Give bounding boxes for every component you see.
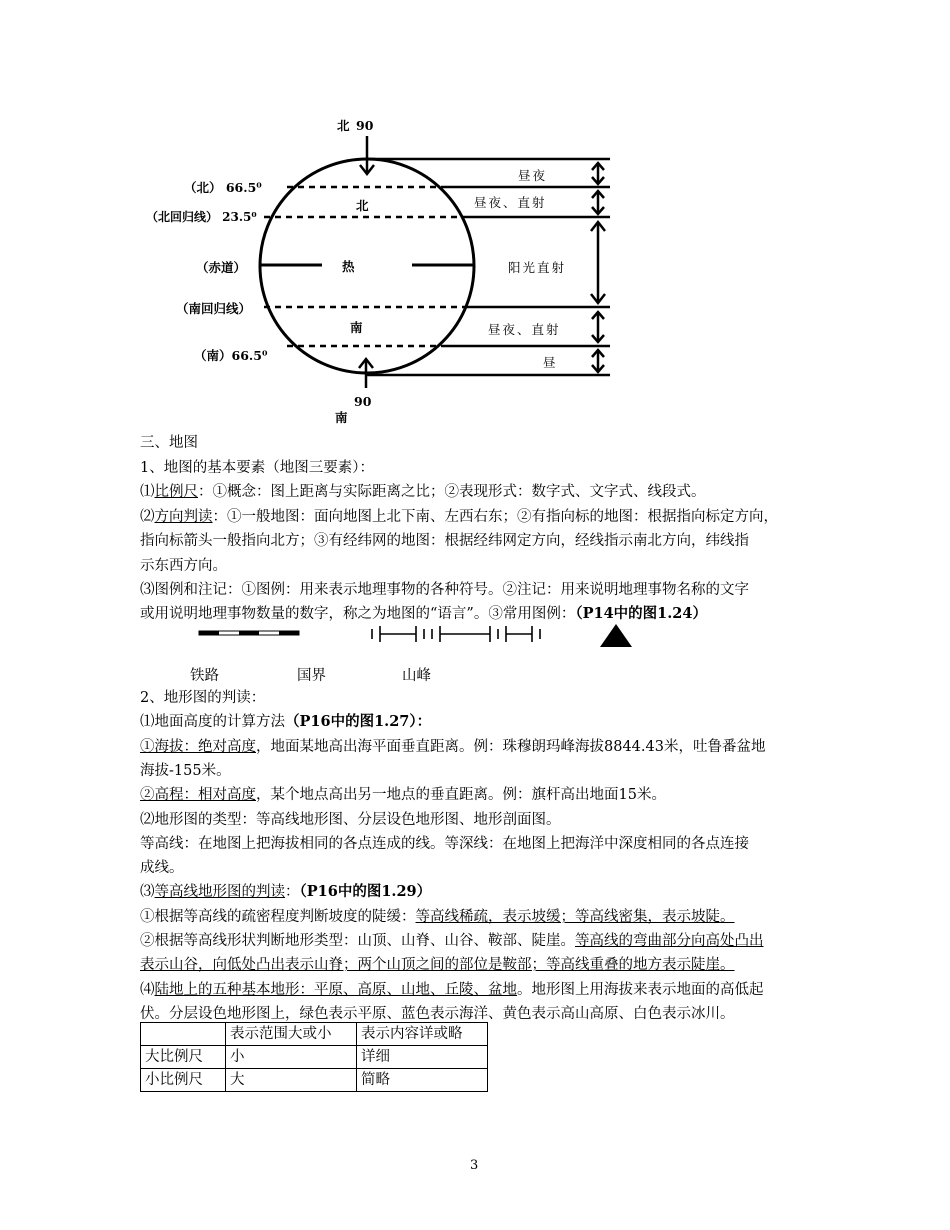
relative-paragraph: [140, 783, 820, 808]
shape-paragraph: [140, 929, 820, 954]
relative-term: ②高程：相对高度: [140, 787, 256, 803]
lat-tropic-capricorn-label: （南回归线）: [176, 301, 252, 316]
landform-prefix: ⑷: [140, 982, 155, 998]
contour-line2: 成线。: [140, 860, 184, 876]
landform-line2: 伏。分层设色地形图上，绿色表示平原、蓝色表示海洋、黄色表示高山高原、白色表示冰川。: [140, 1006, 735, 1022]
latitude-zone-diagram: [0, 0, 950, 430]
railway-symbol: [199, 631, 299, 635]
lat-north-polar-label: （北） 66.5⁰: [184, 180, 262, 195]
scale-text: ：①概念：图上距离与实际距离之比；②表现形式：数字式、文字式、线段式。: [198, 484, 706, 500]
shape-underlined-1: 等高线的弯曲部分向高处凸出: [575, 933, 764, 949]
zone-tropical-label: 热: [342, 259, 355, 274]
dir-prefix: ⑵: [140, 509, 155, 525]
altitude-text: ，地面某地高出海平面垂直距离。例：珠穆朗玛峰海拔8844.43米，吐鲁番盆地: [256, 739, 766, 755]
peak-symbol: [600, 624, 632, 647]
south-pole-value: 90: [354, 394, 372, 409]
item2-heading: 2、地形图的判读：: [140, 690, 266, 706]
page-number: 3: [470, 1158, 479, 1173]
table-header-cell: 表示范围大或小: [226, 1023, 357, 1046]
legend-line1: ⑶图例和注记：①图例：用来表示地理事物的各种符号。②注记：用来说明地理事物名称的文字: [140, 582, 749, 598]
double-arrow-1: [592, 163, 604, 184]
direction-line3: 示东西方向。: [140, 558, 227, 574]
landform-text: 。地形图上用海拔来表示地面的高低起: [517, 982, 764, 998]
landform-paragraph: [140, 978, 820, 1003]
legend-railway-label: 铁路: [190, 668, 219, 684]
table-header-row: [141, 1023, 488, 1046]
north-pole-label: 北: [337, 118, 350, 133]
zone-north-label: 北: [356, 198, 369, 213]
right-label-1: 昼夜: [518, 168, 548, 183]
slope-text: ①根据等高线的疏密程度判断坡度的陡缓：: [140, 909, 416, 925]
table-cell: 详细: [357, 1046, 488, 1069]
altitude-term: ①海拔：绝对高度: [140, 739, 256, 755]
map-types-line: ⑵地形图的类型：等高线地形图、分层设色地形图、地形剖面图。: [140, 812, 561, 828]
zone-south-label: 南: [350, 320, 363, 335]
double-arrow-5: [592, 350, 604, 372]
table-header-cell: 表示内容详或略: [357, 1023, 488, 1046]
north-pole-value: 90: [356, 118, 374, 133]
direction-line2: 指向标箭头一般指向北方；③有经纬网的地图：根据经纬网定方向，经线指示南北方向，纬线指: [140, 533, 749, 549]
height-title: ⑴地面高度的计算方法: [140, 714, 285, 730]
table-row: [141, 1046, 488, 1069]
altitude-paragraph: [140, 735, 820, 760]
double-arrow-3: [591, 222, 605, 303]
legend-peak-label: 山峰: [402, 668, 431, 684]
scale-term: 比例尺: [154, 484, 198, 500]
read-colon: ：: [285, 884, 300, 900]
read-ref: （P16中的图1.29）: [299, 883, 432, 900]
shape-text: ②根据等高线形状判断地形类型：山顶、山脊、山谷、鞍部、陡崖。: [140, 933, 575, 949]
table-cell: 小: [226, 1046, 357, 1069]
legend-ref: （P14中的图1.24）: [575, 605, 707, 622]
dir-term: 方向判读: [154, 509, 213, 525]
dir-text: ：①一般地图：面向地图上北下南、左西右东；②有指向标的地图：根据指向标定方向，: [212, 509, 778, 525]
read-heading: [140, 880, 820, 905]
table-cell: 简略: [357, 1069, 488, 1092]
shape-underlined-2: 表示山谷，向低处凸出表示山脊；两个山顶之间的部位是鞍部；等高线重叠的地方表示陡崖。: [140, 957, 735, 973]
scale-comparison-table: [140, 1022, 488, 1092]
right-label-2: 昼夜、直射: [474, 195, 547, 210]
lat-south-polar-label: （南）66.5⁰: [194, 348, 268, 363]
legend-symbols: [0, 620, 950, 660]
slope-underlined: 等高线稀疏，表示坡缓；等高线密集，表示坡陡。: [415, 909, 735, 925]
right-label-3: 阳光直射: [508, 260, 567, 275]
relative-text: ，某个地点高出另一地点的垂直距离。例：旗杆高出地面15米。: [256, 787, 666, 803]
read-prefix: ⑶: [140, 884, 155, 900]
lat-equator-label: （赤道）: [196, 260, 247, 275]
scale-prefix: ⑴: [140, 484, 155, 500]
right-label-4: 昼夜、直射: [488, 322, 561, 337]
double-arrow-2: [592, 191, 604, 214]
direction-paragraph: [140, 505, 820, 530]
landform-underlined: 陆地上的五种基本地形：平原、高原、山地、丘陵、盆地: [154, 982, 517, 998]
read-term: 等高线地形图的判读: [154, 884, 285, 900]
contour-line1: 等高线：在地图上把海拔相同的各点连成的线。等深线：在地图上把海洋中深度相同的各点连接: [140, 836, 749, 852]
border-symbol: [372, 626, 540, 642]
lat-tropic-cancer-label: （北回归线） 23.5⁰: [146, 210, 257, 224]
south-pole-label: 南: [335, 410, 348, 425]
altitude-line2: 海拔-155米。: [140, 763, 231, 779]
slope-paragraph: [140, 905, 820, 930]
table-row: [141, 1069, 488, 1092]
item1-heading: 1、地图的基本要素（地图三要素）：: [140, 460, 374, 476]
section-heading: 三、地图: [140, 435, 198, 451]
table-cell: 大: [226, 1069, 357, 1092]
legend-text: 或用说明地理事物数量的数字，称之为地图的“语言”。③常用图例：: [140, 606, 576, 622]
height-heading: [140, 710, 820, 735]
table-header-cell: [141, 1023, 226, 1046]
height-ref: （P16中的图1.27）：: [285, 713, 432, 730]
double-arrow-4: [592, 312, 604, 342]
right-label-5: 昼: [543, 355, 558, 370]
scale-paragraph: [140, 480, 820, 505]
table-cell: 小比例尺: [141, 1069, 226, 1092]
table-cell: 大比例尺: [141, 1046, 226, 1069]
legend-border-label: 国界: [297, 668, 326, 684]
